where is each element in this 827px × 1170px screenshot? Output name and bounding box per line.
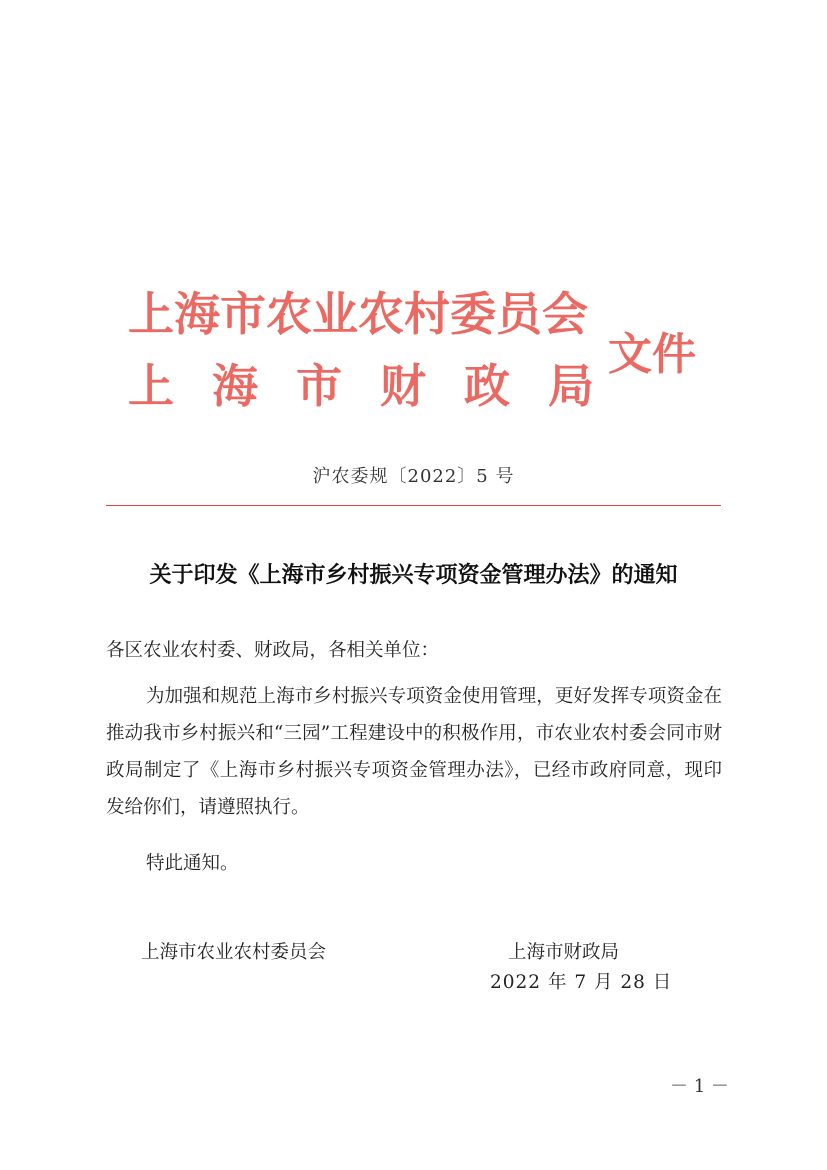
document-title: 关于印发《上海市乡村振兴专项资金管理办法》的通知 — [149, 562, 678, 588]
signature-date: 2022 年 7 月 28 日 — [490, 972, 673, 993]
closing-line: 特此通知。 — [146, 853, 239, 874]
document-number: 沪农委规〔2022〕5 号 — [312, 466, 515, 487]
document-suffix: 文件 — [608, 329, 696, 380]
issuer-line-1: 上海市农业农村委员会 — [128, 287, 588, 341]
header-divider — [106, 505, 721, 506]
page-number: － 1 － — [670, 1076, 729, 1097]
addressee: 各区农业农村委、财政局，各相关单位： — [106, 640, 440, 661]
issuer-line-2: 上海市财政局 — [128, 359, 632, 413]
body-paragraph: 为加强和规范上海市乡村振兴专项资金使用管理，更好发挥专项资金在推动我市乡村振兴和“三园”工程建设中的积极作用，市农业农村委会同市财政局制定了《上海市乡村振兴专项资金管理办法》，已经市政府同意，现印发给你们，请遵照执行。 — [106, 686, 722, 818]
signature-left: 上海市农业农村委员会 — [141, 942, 327, 963]
signature-right: 上海市财政局 — [508, 942, 620, 963]
